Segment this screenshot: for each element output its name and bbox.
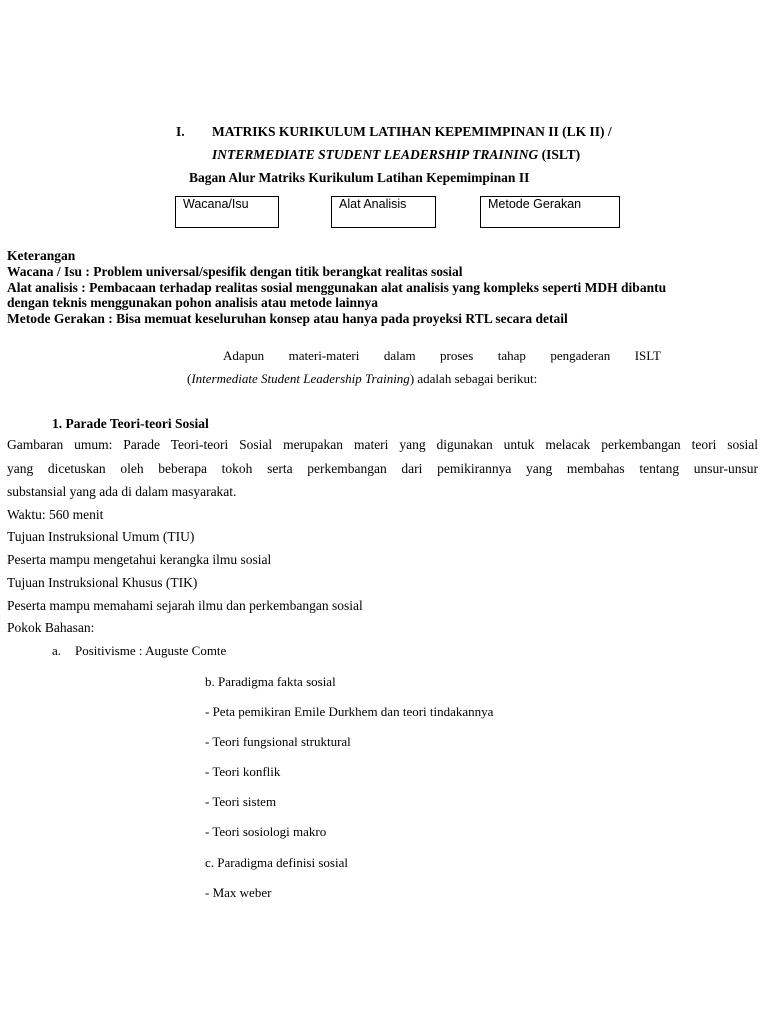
pokok-bahasan-label: Pokok Bahasan: xyxy=(7,620,95,635)
keterangan-heading: Keterangan xyxy=(7,248,76,263)
list-item-a: Positivisme : Auguste Comte xyxy=(75,643,227,658)
intro-word: materi-materi xyxy=(288,348,360,363)
flow-box-label: Alat Analisis xyxy=(339,197,407,211)
keterangan-line: dengan teknis menggunakan pohon analisis atau metode lainnya xyxy=(7,295,378,310)
page-title: MATRIKS KURIKULUM LATIHAN KEPEMIMPINAN II (LK II) / xyxy=(212,124,612,139)
sub-item: c. Paradigma definisi sosial xyxy=(205,855,348,870)
tik-text: Peserta mampu memahami sejarah ilmu dan perkembangan sosial xyxy=(7,598,363,613)
intro-word: proses xyxy=(440,348,474,363)
intro-line-1 xyxy=(223,348,661,364)
intro-word: tahap xyxy=(497,348,526,363)
title-number: I. xyxy=(176,124,185,139)
flow-box-label: Wacana/Isu xyxy=(183,197,249,211)
sub-item: - Max weber xyxy=(205,885,272,900)
intro-paren: ( xyxy=(187,371,192,386)
page-subtitle: Bagan Alur Matriks Kurikulum Latihan Kepemimpinan II xyxy=(189,170,530,185)
sub-item: - Peta pemikiran Emile Durkhem dan teori tindakannya xyxy=(205,704,494,719)
sub-item: b. Paradigma fakta sosial xyxy=(205,674,336,689)
intro-word: pengaderan xyxy=(550,348,611,363)
gambaran-line: Gambaran umum: Parade Teori-teori Sosial merupakan materi yang digunakan untuk melacak perkembangan teori sosial xyxy=(7,437,758,452)
intro-line-2 xyxy=(187,371,537,387)
gambaran-line: substansial yang ada di dalam masyarakat. xyxy=(7,484,237,499)
flow-box-alat-analisis xyxy=(331,196,436,228)
tiu-label: Tujuan Instruksional Umum (TIU) xyxy=(7,529,195,544)
intro-word: Adapun xyxy=(223,348,265,363)
sub-item: - Teori sosiologi makro xyxy=(205,824,327,839)
section-heading: 1. Parade Teori-teori Sosial xyxy=(52,416,209,431)
waktu-text: Waktu: 560 menit xyxy=(7,507,104,522)
intro-italic: Intermediate Student Leadership Training xyxy=(191,371,410,386)
flow-box-wacana xyxy=(175,196,279,228)
keterangan-line: Wacana / Isu : Problem universal/spesifik dengan titik berangkat realitas sosial xyxy=(7,264,463,279)
page-title-line2 xyxy=(212,147,580,163)
sub-item: - Teori sistem xyxy=(205,794,277,809)
sub-item: - Teori fungsional struktural xyxy=(205,734,351,749)
keterangan-line: Metode Gerakan : Bisa memuat keseluruhan konsep atau hanya pada proyeksi RTL secara detail xyxy=(7,311,568,326)
list-marker-a: a. xyxy=(52,643,62,658)
title-italic-part: INTERMEDIATE STUDENT LEADERSHIP TRAINING xyxy=(212,147,539,162)
flow-box-metode-gerakan xyxy=(480,196,620,228)
tik-label: Tujuan Instruksional Khusus (TIK) xyxy=(7,575,198,590)
tiu-text: Peserta mampu mengetahui kerangka ilmu sosial xyxy=(7,552,272,567)
keterangan-line: Alat analisis : Pembacaan terhadap realitas sosial menggunakan alat analisis yang kompleks seperti MDH dibantu xyxy=(7,280,667,295)
intro-rest: ) adalah sebagai berikut: xyxy=(409,371,538,386)
title-suffix: (ISLT) xyxy=(541,147,581,162)
flow-box-label: Metode Gerakan xyxy=(488,197,582,211)
gambaran-line: yang dicetuskan oleh beberapa tokoh serta perkembangan dari pemikirannya yang membahas tentang unsur-unsur xyxy=(7,461,758,476)
intro-word: dalam xyxy=(383,348,416,363)
sub-item: - Teori konflik xyxy=(205,764,281,779)
intro-word: ISLT xyxy=(634,348,661,363)
